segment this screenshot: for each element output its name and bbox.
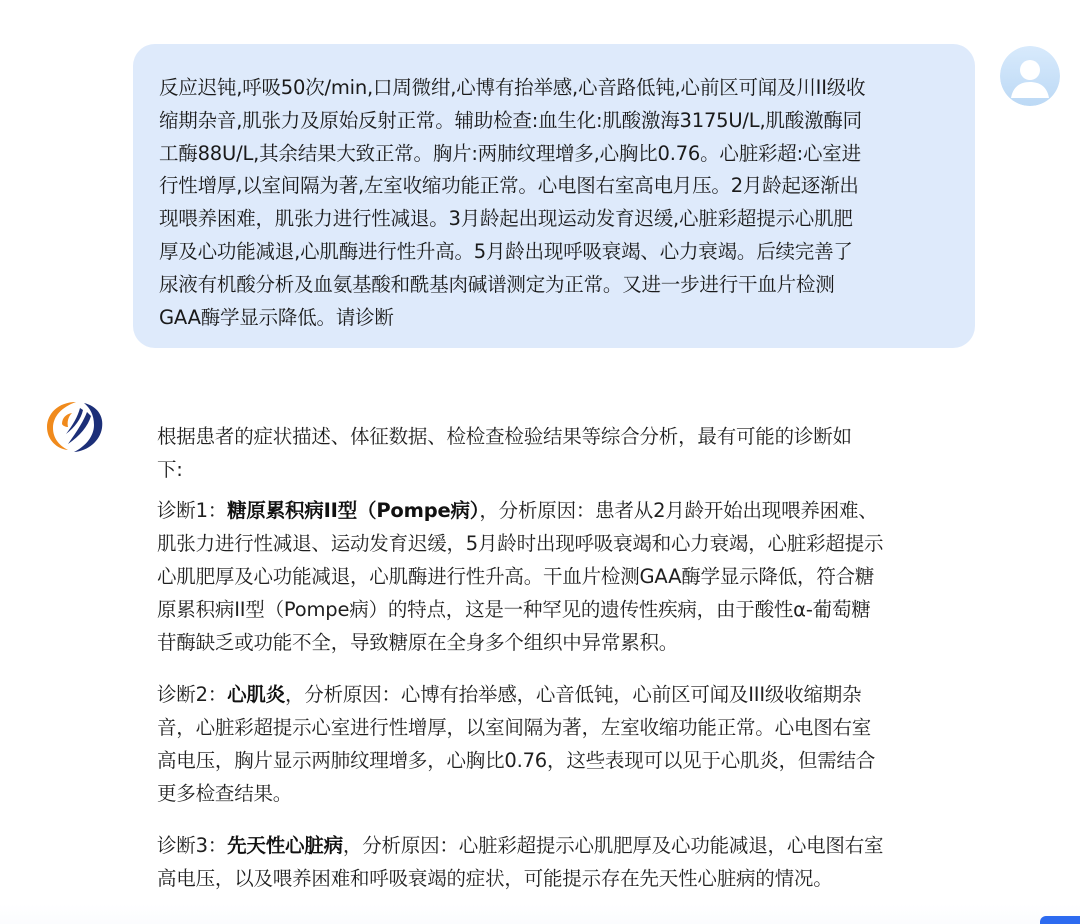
- diagnosis-name: 心肌炎: [227, 683, 286, 706]
- diagnosis-item: [157, 829, 987, 895]
- diagnosis-reason: ，分析原因：心博有抬举感，心音低钝，心前区可闻及III级收缩期杂 音，心脏彩超提示心室进行性增厚，以室间隔为著，左室收缩功能正常。心电图右室 高电压，胸片显示两肺纹理增多，心胸比0.76，这些表现可以见于心肌炎，但需结合 更多检查结果。: [157, 683, 876, 805]
- assistant-logo-graphic: [44, 394, 106, 456]
- user-avatar-icon[interactable]: [1000, 46, 1060, 106]
- user-message-bubble: [133, 44, 975, 348]
- diagnosis-item: [157, 494, 987, 659]
- user-message-text: 反应迟钝,呼吸50次/min,口周微绀,心博有抬举感,心音路低钝,心前区可闻及川II级收 缩期杂音,肌张力及原始反射正常。辅助检查:血生化:肌酸激海3175U/L,肌酸激酶同 工酶88U/L,其余结果大致正常。胸片:两肺纹理增多,心胸比0.76。心脏彩超:心室进 行性增厚,以室间隔为著,左室收缩功能正常。心电图右室高电月压。2月龄起逐渐出 现喂养困难，肌张力进行性减退。3月龄起出现运动发育迟缓,心脏彩超提示心肌肥 厚及心功能减退,心肌酶进行性升高。5月龄出现呼吸衰竭、心力衰竭。后续完善了 尿液有机酸分析及血氨基酸和酰基肉碱谱测定为正常。又进一步进行干血片检测 GAA酶学显示降低。请诊断: [159, 76, 866, 329]
- answer-intro: 根据患者的症状描述、体征数据、检检查检验结果等综合分析，最有可能的诊断如 下:: [157, 425, 852, 481]
- assistant-answer: [157, 420, 987, 914]
- bottom-fade: [0, 904, 1080, 924]
- diagnosis-name: 先天性心脏病: [227, 834, 343, 857]
- diagnosis-prefix: 诊断1：: [157, 499, 228, 522]
- diagnosis-reason: ，分析原因：患者从2月龄开始出现喂养困难、 肌张力进行性减退、运动发育迟缓，5月龄时出现呼吸衰竭和心力衰竭，心脏彩超提示 心肌肥厚及心功能减退，心肌酶进行性升高。干血片检测GAA酶学显示降低，符合糖 原累积病II型（Pompe病）的特点，这是一种罕见的遗传性疾病，由于酸性α-葡萄糖 苷酶缺乏或功能不全，导致糖原在全身多个组织中异常累积。: [157, 499, 884, 654]
- diagnosis-reason: ，分析原因：心脏彩超提示心肌肥厚及心功能减退，心电图右室 高电压，以及喂养困难和呼吸衰竭的症状，可能提示存在先天性心脏病的情况。: [157, 834, 884, 890]
- diagnosis-name: 糖原累积病II型（Pompe病）: [227, 499, 480, 522]
- assistant-logo-icon: [44, 394, 106, 456]
- diagnosis-prefix: 诊断2：: [157, 683, 228, 706]
- diagnosis-prefix: 诊断3：: [157, 834, 228, 857]
- diagnosis-item: [157, 678, 987, 810]
- user-avatar-graphic: [1000, 46, 1060, 106]
- scroll-accent: [1040, 916, 1080, 924]
